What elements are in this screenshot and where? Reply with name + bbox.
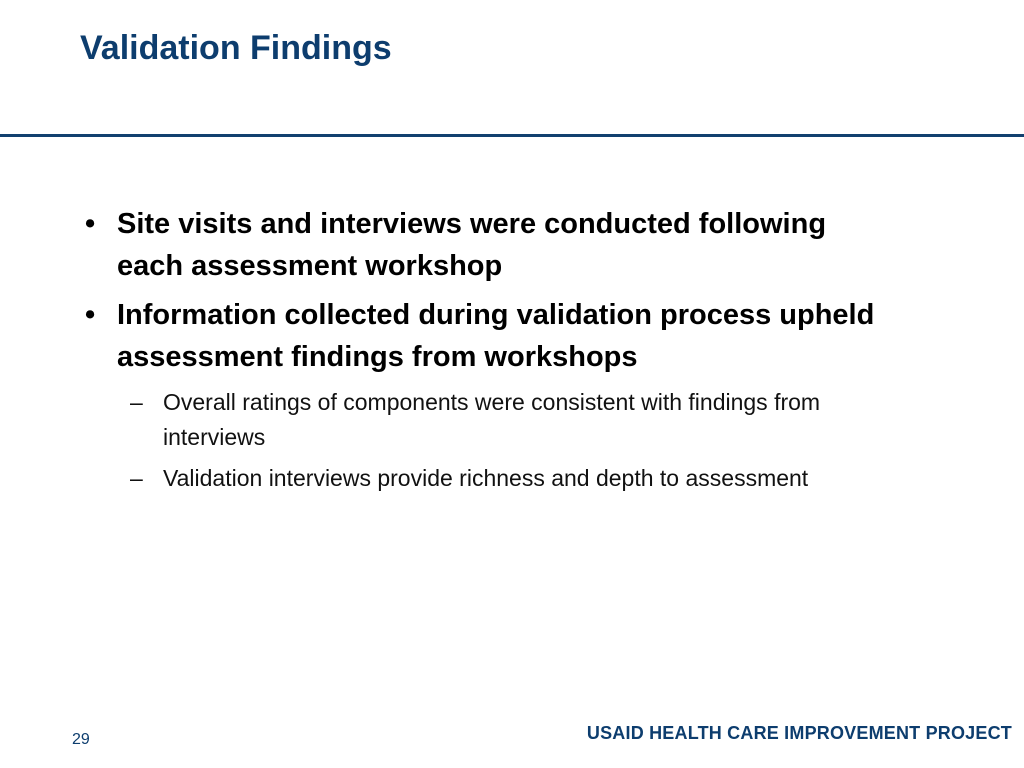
sub-bullet-text: Overall ratings of components were consistent with findings from interviews <box>163 389 821 450</box>
title-divider <box>0 134 1024 137</box>
sub-bullet-item <box>0 385 863 455</box>
sub-bullet-text: Validation interviews provide richness and depth to assessment <box>163 465 809 491</box>
bullet-text: Information collected during validation process upheld assessment findings from workshops <box>117 299 875 373</box>
slide-title: Validation Findings <box>80 29 392 67</box>
bullet-text: Site visits and interviews were conducted following each assessment workshop <box>117 208 827 282</box>
slide-body <box>0 203 1024 502</box>
dash-marker: – <box>130 465 143 491</box>
sub-bullet-item <box>0 461 863 496</box>
bullet-marker: • <box>85 208 96 240</box>
footer-brand: USAID HEALTH CARE IMPROVEMENT PROJECT <box>586 723 1012 743</box>
bullet-item <box>0 294 897 378</box>
bullet-item <box>0 203 897 287</box>
bullet-marker: • <box>85 299 96 331</box>
page-number: 29 <box>72 731 90 748</box>
dash-marker: – <box>130 389 143 415</box>
